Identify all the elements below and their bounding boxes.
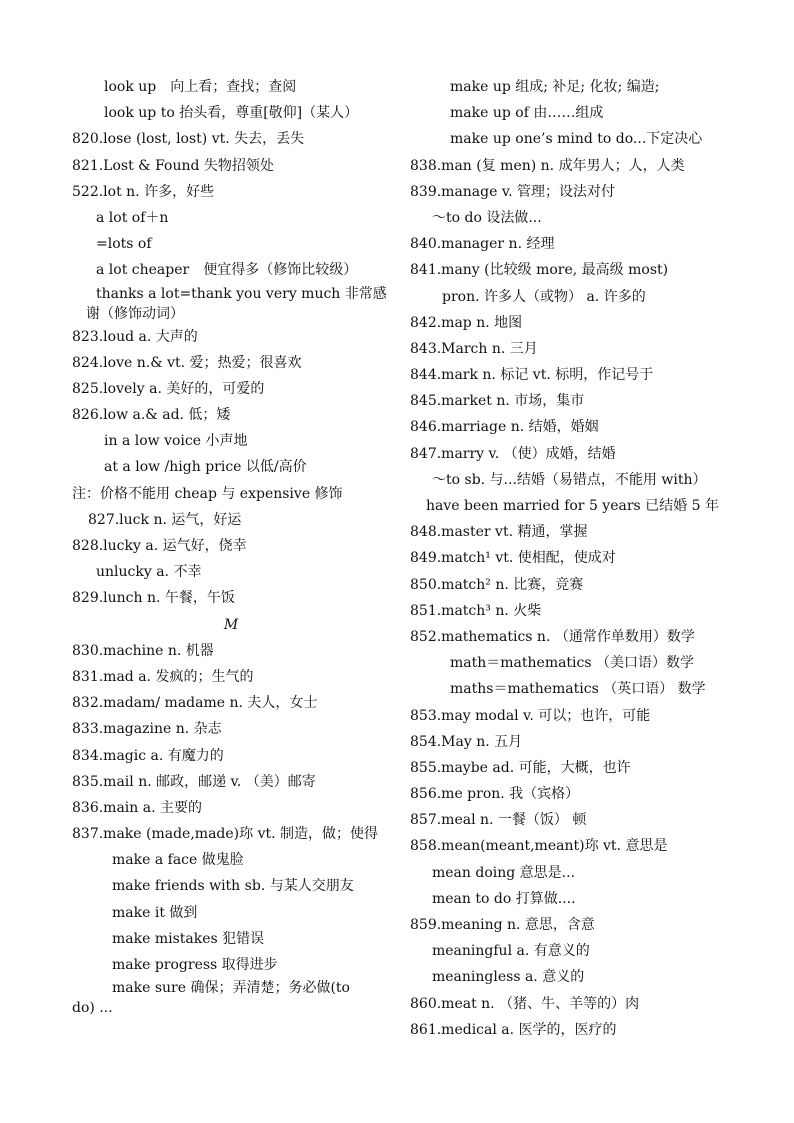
vocab-line: 849.match¹ vt. 使相配，使成对	[410, 550, 616, 567]
left-column	[72, 74, 390, 1018]
vocab-line: 825.lovely a. 美好的，可爱的	[72, 380, 265, 397]
vocab-line: maths＝mathematics （英口语） 数学	[450, 681, 706, 698]
vocab-line: 838.man (复 men) n. 成年男人；人，人类	[410, 157, 685, 174]
vocab-line: 828.lucky a. 运气好，侥幸	[72, 538, 247, 554]
vocab-line: 858.mean(meant,meant)珎 vt. 意思是	[410, 838, 668, 855]
vocab-line: 830.machine n. 机器	[72, 642, 214, 659]
vocab-line: 824.love n.& vt. 爱；热爱；很喜欢	[72, 354, 302, 371]
vocab-line: 831.mad a. 发疯的；生气的	[72, 668, 254, 685]
vocab-line: math＝mathematics （美口语）数学	[450, 655, 695, 672]
vocab-line: 820.lose (lost, lost) vt. 失去，丢失	[72, 131, 305, 148]
vocab-line: 827.luck n. 运气，好运	[88, 511, 242, 528]
vocab-line: 837.make (made,made)珎 vt. 制造，做；使得	[72, 826, 379, 843]
vocab-line: 522.lot n. 许多，好些	[72, 183, 215, 200]
vocab-line: 861.medical a. 医学的，医疗的	[410, 1021, 617, 1038]
vocab-line: do) ...	[72, 1000, 113, 1017]
vocab-line: 833.magazine n. 杂志	[72, 721, 222, 738]
vocab-line: 857.meal n. 一餐（饭） 顿	[410, 812, 587, 829]
vocab-line: have been married for 5 years 已结婚 5 年	[426, 498, 719, 514]
vocab-line: 855.maybe ad. 可能，大概，也许	[410, 759, 631, 776]
vocab-line: make sure 确保；弄清楚；务必做(to	[112, 980, 350, 997]
vocab-line: make up of 由……组成	[450, 105, 604, 122]
vocab-line: make friends with sb. 与某人交朋友	[112, 878, 354, 895]
vocab-line: 848.master vt. 精通，掌握	[410, 524, 588, 541]
vocab-line: =lots of	[96, 236, 152, 253]
vocab-line: ～to sb. 与...结婚（易错点，不能用 with）	[432, 471, 707, 488]
vocab-line: 846.marriage n. 结婚，婚姻	[410, 419, 599, 436]
vocab-line: 856.me pron. 我（宾格）	[410, 786, 580, 803]
vocab-line: in a low voice 小声地	[104, 433, 248, 450]
vocab-line: 829.lunch n. 午餐，午饭	[72, 590, 235, 607]
vocab-line: 谢（修饰动词）	[86, 305, 184, 322]
vocab-line: 821.Lost & Found 失物招领处	[72, 157, 274, 174]
vocab-line: 832.madam/ madame n. 夫人，女士	[72, 695, 318, 712]
vocab-line: ～to do 设法做...	[432, 209, 542, 226]
vocab-line: 854.May n. 五月	[410, 733, 523, 750]
vocab-line: make up 组成; 补足; 化妆; 编造;	[450, 79, 660, 95]
vocab-line: 843.March n. 三月	[410, 340, 538, 357]
vocab-line: make it 做到	[112, 904, 198, 921]
vocab-line: 850.match² n. 比赛，竞赛	[410, 576, 584, 593]
vocab-line: mean doing 意思是...	[432, 864, 576, 881]
vocab-line: 847.marry v. （使）成婚，结婚	[410, 445, 616, 462]
right-column	[410, 74, 740, 1043]
vocab-line: 835.mail n. 邮政，邮递 v. （美）邮寄	[72, 773, 316, 790]
vocab-line: M	[223, 616, 239, 633]
vocab-line: 859.meaning n. 意思，含意	[410, 917, 595, 933]
vocab-line: 840.manager n. 经理	[410, 236, 555, 253]
vocab-line: at a low /high price 以低/高价	[104, 459, 307, 476]
vocab-line: make up one’s mind to do...下定决心	[450, 131, 703, 148]
vocab-line: meaningful a. 有意义的	[432, 943, 590, 960]
vocab-line: make a face 做鬼脸	[112, 852, 244, 869]
vocab-line: 851.match³ n. 火柴	[410, 602, 542, 619]
vocab-line: mean to do 打算做....	[432, 890, 576, 907]
vocab-line: pron. 许多人（或物） a. 许多的	[442, 288, 646, 305]
vocab-line: a lot of＋n	[96, 209, 169, 226]
vocab-line: 845.market n. 市场，集市	[410, 393, 585, 410]
vocab-line: 826.low a.& ad. 低；矮	[72, 407, 231, 424]
vocab-line: 841.many (比较级 more, 最高级 most)	[410, 262, 669, 279]
vocab-line: 834.magic a. 有魔力的	[72, 747, 224, 764]
vocab-line: 842.map n. 地图	[410, 314, 523, 331]
vocab-line: a lot cheaper 便宜得多（修饰比较级）	[96, 262, 358, 279]
vocab-line: 839.manage v. 管理；设法对付	[410, 183, 616, 200]
vocab-line: 852.mathematics n. （通常作单数用）数学	[410, 628, 695, 645]
vocab-line: 844.mark n. 标记 vt. 标明，作记号于	[410, 367, 654, 384]
vocab-line: 836.main a. 主要的	[72, 799, 202, 816]
vocab-line: make progress 取得进步	[112, 957, 278, 973]
vocab-line: 823.loud a. 大声的	[72, 328, 198, 345]
vocab-line: meaningless a. 意义的	[432, 969, 585, 986]
vocab-line: 853.may modal v. 可以；也许，可能	[410, 707, 651, 724]
vocab-line: look up to 抬头看，尊重[敬仰]（某人）	[104, 105, 359, 122]
vocab-line: make mistakes 犯错误	[112, 930, 265, 947]
vocab-line: thanks a lot=thank you very much 非常感	[96, 285, 387, 302]
vocab-line: 860.meat n. （猪、牛、羊等的）肉	[410, 995, 640, 1012]
vocab-line: look up 向上看；查找；查阅	[104, 79, 297, 95]
vocab-line: 注：价格不能用 cheap 与 expensive 修饰	[72, 485, 343, 502]
vocab-line: unlucky a. 不幸	[96, 564, 202, 581]
